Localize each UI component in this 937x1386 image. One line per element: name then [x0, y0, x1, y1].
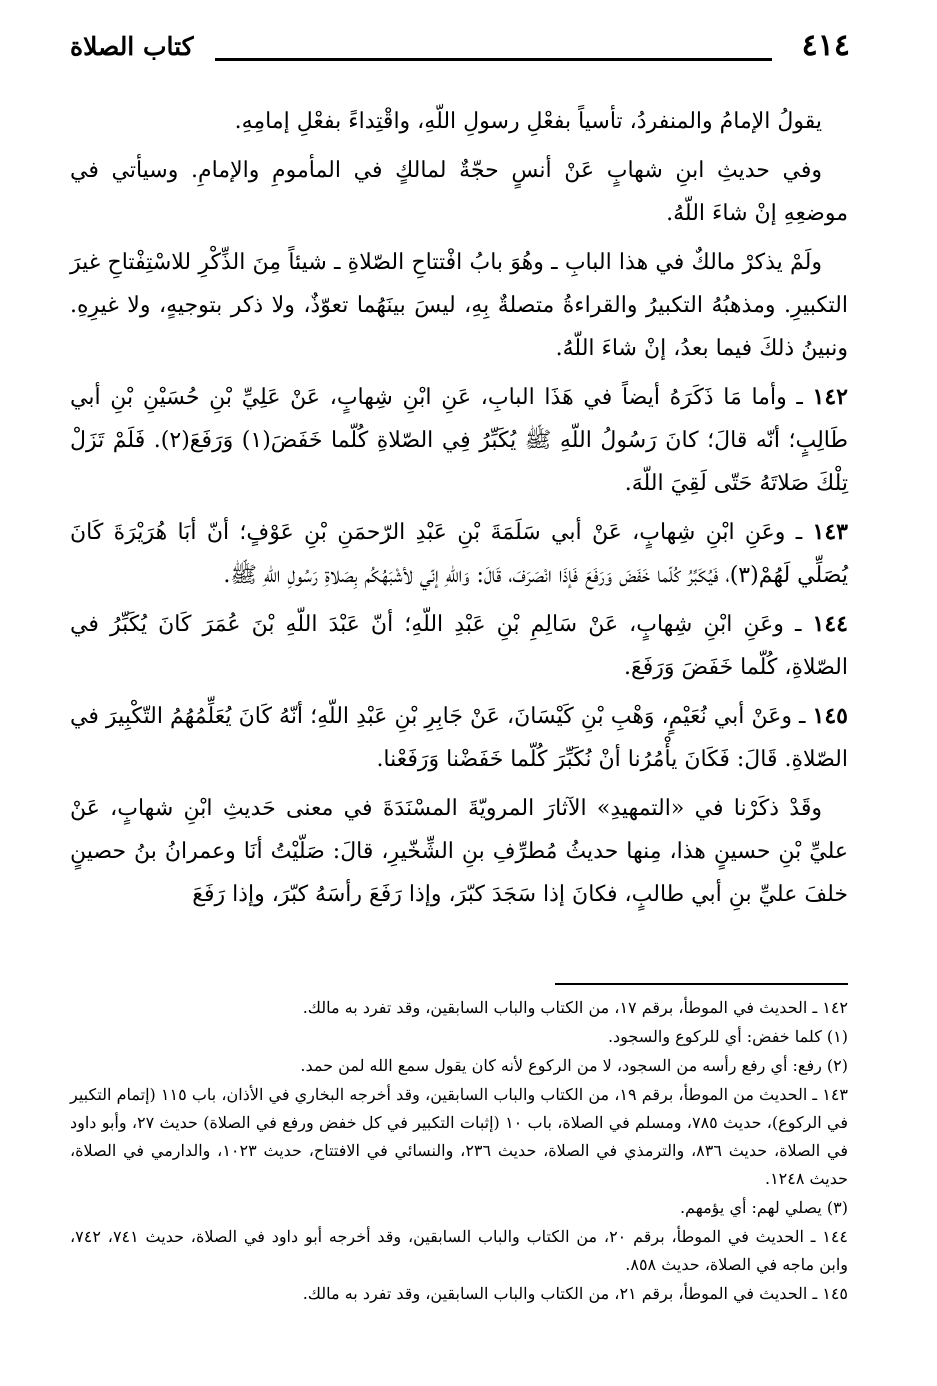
footnote: (٢) رفع: أي رفع رأسه من السجود، لا من الركوع لأنه كان يقول سمع الله لمن حمد.	[300, 1056, 848, 1075]
paragraph	[70, 100, 848, 143]
hadith-number: ١٤٥	[812, 703, 848, 729]
footnote: (١) كلما خفض: أي للركوع والسجود.	[607, 1027, 848, 1046]
paragraph	[70, 241, 848, 370]
hadith-144	[70, 603, 848, 689]
page-header	[70, 28, 850, 64]
footnote: (٣) يصلي لهم: أي يؤمهم.	[679, 1198, 848, 1217]
hadith-number: ١٤٤	[812, 611, 848, 637]
main-text	[70, 100, 848, 922]
hadith-145	[70, 695, 848, 781]
hadith-text: ـ وعَنْ أبي نُعَيْمٍ، وَهْبِ بْنِ كَيْسَانَ، عَنْ جَابِرِ بْنِ عَبْدِ اللّهِ؛ أنّهُ كَانَ يُعَلِّمُهُمُ التّكْبِيرَ في الصّلاةِ. قَالَ: فَكَانَ يأْمُرُنا أنْ نُكَبِّرَ كُلّما خَفَضْنا وَرَفَعْنا.	[70, 704, 848, 772]
page-number: ٤١٤	[801, 28, 850, 63]
footnote: ١٤٣ ـ الحديث من الموطأ، برقم ١٩، من الكتاب والباب السابقين، وقد أخرجه البخاري في الأذان، باب ١١٥ (إتمام التكبير في الركوع)، حديث ٧٨٥، ومسلم في الصلاة، باب ١٠ (إثبات التكبير في كل خفض ورفع في الصلاة) حديث ٢٧، وأبو داود في الصلاة، حديث ٨٣٦، والترمذي في الصلاة، حديث ٢٣٦، والنسائي في الافتتاح، حديث ١٠٢٣، والدارمي في الصلاة، حديث ١٢٤٨.	[70, 1085, 848, 1188]
paragraph-text: وقَدْ ذكَرْنا في «التمهيدِ» الآثارَ المرويّةَ المسْنَدَةَ في معنى حَديثِ ابْنِ شهابٍ، عَنْ عليِّ بْنِ حسينٍ هذا، مِنها حديثُ مُطرِّفِ بنِ الشِّخّيرِ، قالَ: صَلّيْتُ أنَا وعمرانُ بنُ حصينٍ خلفَ عليِّ بنِ أبي طالبٍ، فكانَ إذا سَجَدَ كبّرَ، وإذا رَفَعَ رأسَهُ كبّرَ، وإذا رَفَعَ	[70, 796, 848, 907]
paragraph-text: ولَمْ يذكرْ مالكٌ في هذا البابِ ـ وهُوَ بابُ افْتتاحِ الصّلاةِ ـ شيئاً مِنَ الذِّكْرِ للاسْتِفْتاحِ غيرَ التكبيرِ. ومذهبُهُ التكبيرُ والقراءةُ متصلةٌ بِهِ، ليسَ بينَهُما تعوّذٌ، ولا ذكر بتوجيهٍ، ولا غيرِهِ. ونبينُ ذلكَ فيما بعدُ، إنْ شاءَ اللّهُ.	[70, 250, 848, 361]
paragraph-text: وفي حديثِ ابنِ شهابٍ عَنْ أنسٍ حجّةٌ لمالكٍ في المأمومِ والإمامِ. وسيأتي في موضعِهِ إنْ شاءَ اللّهُ.	[70, 158, 848, 226]
hadith-143	[70, 511, 848, 597]
hadith-number: ١٤٣	[812, 519, 848, 545]
hadith-text: ـ وأما مَا ذَكَرَهُ أيضاً في هَذَا البابِ، عَنِ ابْنِ شِهابٍ، عَنْ عَلِيِّ بْنِ حُسَيْنِ بْنِ أبي طَالِبٍ؛ أنّه قالَ؛ كانَ رَسُولُ اللّهِ ﷺ يُكَبِّرُ فِي الصّلاةِ كُلّما خَفَضَ(١) وَرَفَعَ(٢). فَلَمْ تَزَلْ تِلْكَ صَلاتَهُ حَتّى لَقِيَ اللّهَ.	[70, 385, 848, 496]
paragraph	[70, 787, 848, 916]
hadith-text: ـ وعَنِ ابْنِ شِهابٍ، عَنْ أبي سَلَمَةَ بْنِ عَبْدِ الرّحمَنِ بْنِ عَوْفٍ؛ أنّ أبَا هُرَيْرَةَ كَانَ يُصَلِّي لَهُمْ(٣)، فَيُكَبِّرُ كُلّما خَفَضَ وَرَفَعَ فَإذَا انْصَرَفَ، قَالَ: وَاللّهِ إنّي لأشْبَهُكُم بِصَلاةِ رَسُولِ اللهِ ﷺ.	[70, 520, 848, 588]
hadith-142	[70, 376, 848, 505]
footnotes	[70, 994, 848, 1309]
footnote: ١٤٤ ـ الحديث في الموطأ، برقم ٢٠، من الكتاب والباب السابقين، وقد أخرجه أبو داود في الصلاة، حديث ٧٤١، ٧٤٢، وابن ماجه في الصلاة، حديث ٨٥٨.	[70, 1227, 848, 1274]
header-rule	[215, 58, 772, 61]
paragraph	[70, 149, 848, 235]
footnote: ١٤٢ ـ الحديث في الموطأ، برقم ١٧، من الكتاب والباب السابقين، وقد تفرد به مالك.	[302, 998, 848, 1017]
running-title: كتاب الصلاة	[70, 32, 194, 61]
footnote-separator	[555, 983, 848, 985]
footnote: ١٤٥ ـ الحديث في الموطأ، برقم ٢١، من الكتاب والباب السابقين، وقد تفرد به مالك.	[302, 1284, 848, 1303]
hadith-text: ـ وعَنِ ابْنِ شِهابٍ، عَنْ سَالِمِ بْنِ عَبْدِ اللّهِ؛ أنّ عَبْدَ اللّهِ بْنَ عُمَرَ كَانَ يُكَبِّرُ في الصّلاةِ، كُلّما خَفَضَ وَرَفَعَ.	[70, 612, 848, 680]
paragraph-text: يقولُ الإمامُ والمنفردُ، تأسياً بفعْلِ رسولِ اللّهِ، واقْتِداءً بفعْلِ إمامِهِ.	[234, 109, 822, 134]
hadith-number: ١٤٢	[812, 384, 848, 410]
